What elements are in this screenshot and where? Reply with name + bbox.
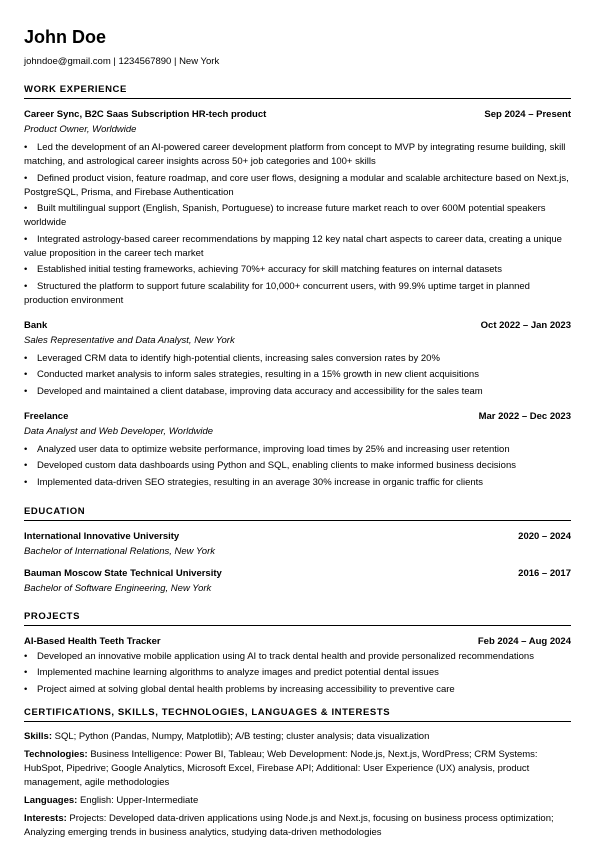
projects-section: [24, 611, 571, 697]
contact-line: johndoe@gmail.com | 1234567890 | New York: [24, 56, 220, 67]
entry-dates: Feb 2024 – Aug 2024: [477, 635, 571, 647]
list-item: • Analyzed user data to optimize website performance, improving load times by 25% and increasing user retention: [24, 443, 510, 455]
section-title-education: EDUCATION: [24, 506, 571, 521]
section-title-skills: CERTIFICATIONS, SKILLS, TECHNOLOGIES, LANGUAGES & INTERESTS: [24, 707, 571, 722]
list-item: • Developed and maintained a client database, improving data accuracy and accessibility for the sales team: [24, 385, 483, 397]
entry-dates: Mar 2022 – Dec 2023: [478, 410, 571, 422]
skills-label: Skills:: [24, 730, 52, 742]
project-title: AI-Based Health Teeth Tracker: [24, 635, 161, 647]
work-experience-section: [24, 84, 571, 490]
skills-section: [24, 707, 571, 840]
bullet-list: [24, 352, 571, 399]
list-item: • Developed an innovative mobile application using AI to track dental health and provide personalized recommendations: [24, 650, 534, 662]
entry-header: [24, 636, 571, 648]
languages-label: Languages:: [24, 794, 78, 806]
school-name: Bauman Moscow State Technical University: [24, 567, 222, 579]
entry-dates: Sep 2024 – Present: [484, 109, 571, 120]
list-item: • Established initial testing frameworks, achieving 70%+ accuracy for skill matching features on internal datasets: [24, 264, 502, 275]
list-item: • Implemented machine learning algorithms to analyze images and predict potential dental issues: [24, 667, 439, 678]
school-name: International Innovative University: [24, 530, 180, 542]
bullet-list: [24, 141, 571, 308]
bullet-list: [24, 650, 571, 697]
education-entry: [24, 568, 571, 595]
section-title-work: WORK EXPERIENCE: [24, 84, 571, 99]
languages-text: English: Upper-Intermediate: [79, 794, 199, 806]
technologies-text: Business Intelligence: Power BI, Tableau; Web Development: Node.js, Next.js, WordPress; CRM Systems: HubSpot, Pipedrive; Google Analytics, Microsoft Excel, Firebase API; Additional: User Experience (UX) analysis, product management, agile methodologies: [24, 748, 538, 788]
entry-dates: 2020 – 2024: [518, 530, 571, 542]
list-item: • Defined product vision, feature roadmap, and core user flows, designing a modular and scalable architecture based on Next.js, PostgreSQL, Prisma, and Firebase Authentication: [24, 172, 569, 198]
skills-text: SQL; Python (Pandas, Numpy, Matplotlib); A/B testing; cluster analysis; data visualization: [54, 730, 430, 742]
list-item: • Implemented data-driven SEO strategies, resulting in an average 30% increase in organic traffic for clients: [24, 476, 484, 488]
list-item: • Project aimed at solving global dental health problems by increasing accessibility to preventive care: [24, 683, 455, 695]
company-name: Career Sync, B2C Saas Subscription HR-tech product: [24, 109, 267, 120]
entry-dates: Oct 2022 – Jan 2023: [480, 319, 571, 331]
candidate-name: John Doe: [24, 27, 107, 47]
education-entry: [24, 531, 571, 558]
skills-line: [24, 730, 571, 744]
work-entry: [24, 320, 571, 399]
list-item: • Led the development of an AI-powered career development platform from concept to MVP by integrating resume building, skill matching, and astrological career insights across 50+ job categories and 100+ skills: [24, 142, 566, 167]
degree: Bachelor of Software Engineering, New York: [24, 582, 212, 594]
work-entry: [24, 109, 571, 308]
list-item: • Leveraged CRM data to identify high-potential clients, increasing sales conversion rates by 20%: [24, 352, 440, 364]
list-item: • Conducted market analysis to inform sales strategies, resulting in a 15% growth in new client acquisitions: [24, 369, 479, 380]
degree: Bachelor of International Relations, New York: [24, 545, 215, 557]
technologies-label: Technologies:: [24, 748, 88, 760]
list-item: • Integrated astrology-based career recommendations by mapping 12 key natal chart aspects to career data, creating a unique value proposition in the career tech market: [24, 233, 562, 259]
project-entry: [24, 636, 571, 697]
job-role: Data Analyst and Web Developer, Worldwide: [24, 425, 214, 437]
list-item: • Built multilingual support (English, Spanish, Portuguese) to increase future market reach to over 600M potential speakers worldwide: [24, 203, 546, 228]
entry-header: [24, 568, 571, 580]
company-name: Freelance: [24, 410, 69, 422]
entry-dates: 2016 – 2017: [518, 567, 571, 579]
education-section: [24, 506, 571, 595]
languages-line: [24, 794, 571, 808]
job-role: Sales Representative and Data Analyst, New York: [24, 334, 235, 346]
interests-label: Interests:: [24, 812, 67, 824]
entry-header: [24, 411, 571, 423]
job-role: Product Owner, Worldwide: [24, 124, 137, 135]
bullet-list: [24, 443, 571, 490]
section-title-projects: PROJECTS: [24, 611, 571, 626]
work-entry: [24, 411, 571, 490]
technologies-line: [24, 748, 571, 790]
entry-header: [24, 531, 571, 543]
interests-line: [24, 812, 571, 840]
company-name: Bank: [24, 319, 48, 331]
entry-header: [24, 320, 571, 332]
list-item: • Structured the platform to support future scalability for 10,000+ concurrent users, with 99.9% uptime target in planned production environment: [24, 280, 530, 306]
interests-text: Projects: Developed data-driven applications using Node.js and Next.js, focusing on business process optimization; Analyzing emerging trends in business analytics, studying data-driven methodologies: [24, 812, 554, 838]
entry-header: [24, 109, 571, 121]
list-item: • Developed custom data dashboards using Python and SQL, enabling clients to make informed business decisions: [24, 460, 516, 471]
